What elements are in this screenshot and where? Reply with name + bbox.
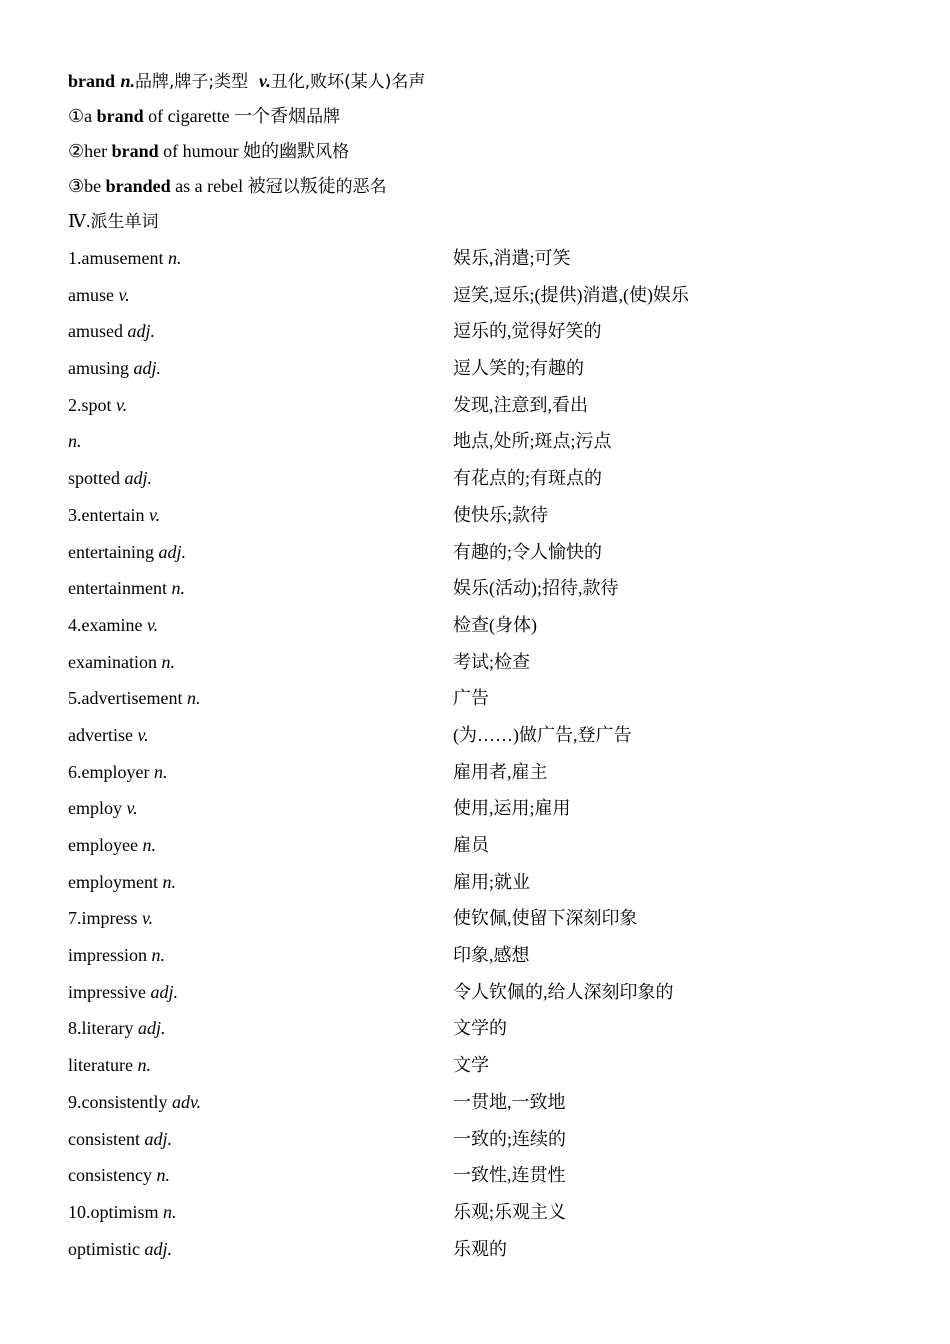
example-text: of cigarette: [143, 106, 235, 126]
derivative-row: [68, 827, 888, 864]
derivative-word: impressive: [68, 981, 146, 1002]
derivative-meaning: 雇用者,雇主: [453, 761, 548, 782]
derivative-row: [68, 387, 888, 424]
derivative-word: 3.entertain: [68, 504, 145, 525]
derivative-word: 7.impress: [68, 908, 138, 929]
derivative-word-cell: [68, 277, 453, 314]
derivative-meaning: 一致的;连续的: [453, 1128, 567, 1149]
derivative-pos: n.: [156, 1165, 170, 1186]
derivative-word: 5.advertisement: [68, 688, 183, 709]
derivative-meaning: 雇用;就业: [453, 871, 531, 892]
derivative-meaning: 逗笑,逗乐;(提供)消遣,(使)娱乐: [453, 284, 689, 305]
derivative-pos: v.: [142, 908, 154, 929]
derivative-row: [68, 607, 888, 644]
example-translation-highlight: 品牌: [306, 107, 341, 127]
derivative-pos: n.: [171, 578, 185, 599]
derivative-row: [68, 1231, 888, 1268]
example-keyword: branded: [105, 176, 171, 196]
derivative-pos: n.: [142, 835, 156, 855]
derivative-pos: n.: [163, 1201, 177, 1222]
derivative-word: impression: [68, 945, 147, 966]
derivative-row: [68, 754, 888, 791]
derivative-meaning: (为……)做广告,登广告: [453, 724, 632, 745]
derivative-meaning: 雇员: [453, 835, 489, 855]
derivative-word-cell: [68, 497, 453, 534]
derivative-word: amused: [68, 321, 123, 342]
derivative-word: entertaining: [68, 541, 154, 562]
derivative-row: [68, 423, 888, 460]
derivatives-table: [68, 240, 888, 1267]
derivative-row: [68, 974, 888, 1011]
derivative-word-cell: [68, 240, 453, 277]
derivative-pos: n.: [137, 1055, 151, 1076]
example-1: [68, 99, 888, 134]
derivative-word-cell: [68, 1121, 453, 1158]
derivative-row: [68, 1010, 888, 1047]
derivative-meaning: 使快乐;款待: [453, 504, 549, 525]
header-pos-verb: v.: [258, 71, 271, 91]
derivative-meaning: 有趣的;令人愉快的: [453, 541, 603, 562]
derivative-word-cell: [68, 1047, 453, 1084]
example-translation-highlight: 冠以: [265, 177, 300, 197]
header-meaning-verb: 丑化,败坏(某人)名声: [270, 72, 426, 92]
section-title: 派生单词: [90, 212, 159, 232]
derivative-row: [68, 717, 888, 754]
derivative-meaning: 地点,处所;斑点;污点: [453, 431, 612, 452]
derivative-row: [68, 1084, 888, 1121]
derivative-word-cell: [68, 570, 453, 607]
derivative-pos: adj.: [137, 1018, 166, 1039]
derivative-word: consistent: [68, 1128, 140, 1149]
derivative-row: [68, 460, 888, 497]
derivative-pos: n.: [151, 945, 165, 966]
derivative-word-cell: [68, 680, 453, 717]
derivative-row: [68, 790, 888, 827]
derivative-word: literature: [68, 1055, 133, 1076]
derivative-word: entertainment: [68, 578, 167, 599]
derivative-word-cell: [68, 534, 453, 571]
derivative-row: [68, 680, 888, 717]
derivative-word-cell: [68, 387, 453, 424]
example-translation: 叛徒: [299, 176, 336, 196]
derivative-word: amuse: [68, 284, 114, 305]
derivative-meaning: 文学的: [453, 1018, 507, 1039]
derivative-meaning: 使钦佩,使留下深刻印象: [453, 908, 638, 929]
derivative-word: 10.optimism: [68, 1201, 159, 1222]
derivative-row: [68, 1157, 888, 1194]
example-translation: 一个香烟: [234, 106, 307, 126]
derivative-pos: v.: [118, 284, 130, 305]
derivative-word-cell: [68, 350, 453, 387]
derivative-pos: v.: [146, 614, 159, 635]
derivative-meaning: 令人钦佩的,给人深刻印象的: [453, 981, 674, 1002]
derivative-word: 6.employer: [68, 761, 150, 782]
derivative-meaning: 印象,感想: [453, 945, 530, 966]
example-keyword: brand: [111, 141, 159, 161]
derivative-row: [68, 534, 888, 571]
section-number: Ⅳ.: [68, 211, 91, 231]
derivative-row: [68, 350, 888, 387]
derivative-word-cell: [68, 790, 453, 827]
derivative-row: [68, 644, 888, 681]
derivative-row: [68, 570, 888, 607]
example-text: as a rebel: [170, 176, 248, 196]
derivative-pos: adj.: [144, 1128, 173, 1149]
derivative-pos: n.: [161, 651, 175, 672]
derivative-word: employ: [68, 798, 122, 819]
example-number: ①: [68, 106, 85, 126]
derivative-word: spotted: [68, 468, 120, 489]
derivative-word-cell: [68, 937, 453, 974]
derivative-word-cell: [68, 864, 453, 901]
derivative-word-cell: [68, 313, 453, 350]
derivative-word: 4.examine: [68, 614, 143, 635]
derivative-pos: v.: [126, 798, 138, 819]
example-translation: 被: [247, 176, 266, 196]
derivative-row: [68, 1047, 888, 1084]
derivative-pos: adv.: [172, 1091, 202, 1112]
example-text: of humour: [158, 141, 244, 161]
derivative-row: [68, 240, 888, 277]
header-meaning-noun: 品牌,牌子;类型: [134, 72, 249, 92]
derivative-pos: adj.: [144, 1238, 173, 1259]
derivative-pos: adj.: [127, 321, 155, 342]
derivative-pos: adj.: [158, 541, 186, 562]
derivative-word-cell: [68, 717, 453, 754]
derivative-meaning: 检查(身体): [453, 614, 537, 635]
derivative-word-cell: [68, 644, 453, 681]
example-translation: 她的幽默: [243, 141, 316, 161]
example-text: be: [84, 176, 106, 196]
example-text: a: [84, 106, 97, 126]
derivative-pos: adj.: [124, 468, 153, 489]
derivative-meaning: 逗乐的,觉得好笑的: [453, 321, 602, 342]
derivative-word-cell: [68, 900, 453, 937]
example-number: ②: [68, 141, 85, 161]
example-3: [68, 169, 888, 204]
derivative-meaning: 乐观;乐观主义: [453, 1201, 567, 1222]
entry-header: [68, 64, 888, 99]
derivative-word-cell: [68, 827, 453, 864]
derivative-row: [68, 277, 888, 314]
derivative-meaning: 娱乐(活动);招待,款待: [453, 578, 619, 599]
derivative-meaning: 使用,运用;雇用: [453, 798, 571, 819]
header-pos-noun: n.: [120, 71, 135, 91]
derivative-meaning: 发现,注意到,看出: [453, 394, 588, 415]
derivative-word: 8.literary: [68, 1018, 134, 1039]
derivative-row: [68, 937, 888, 974]
derivative-meaning: 乐观的: [453, 1238, 507, 1259]
example-text: her: [84, 141, 112, 161]
derivative-meaning: 娱乐,消遣;可笑: [453, 248, 571, 268]
example-translation-highlight: 的恶名: [335, 177, 387, 197]
example-number: ③: [68, 176, 85, 196]
derivative-word-cell: [68, 1010, 453, 1047]
derivative-meaning: 一贯地,一致地: [453, 1091, 566, 1112]
derivative-word-cell: [68, 607, 453, 644]
example-keyword: brand: [96, 106, 144, 126]
derivative-word-cell: [68, 1231, 453, 1268]
derivative-word: optimistic: [68, 1238, 140, 1259]
derivative-word: consistency: [68, 1165, 152, 1186]
derivative-word-cell: [68, 974, 453, 1011]
example-translation-highlight: 风格: [315, 142, 350, 162]
derivative-word: 9.consistently: [68, 1091, 168, 1112]
derivative-word: amusing: [68, 358, 129, 379]
derivative-row: [68, 1121, 888, 1158]
derivative-pos: v.: [116, 394, 128, 415]
derivative-row: [68, 864, 888, 901]
derivative-row: [68, 1194, 888, 1231]
derivative-word: examination: [68, 651, 157, 672]
derivative-pos: n.: [68, 431, 82, 452]
derivative-word: 2.spot: [68, 394, 112, 415]
derivative-row: [68, 900, 888, 937]
derivative-meaning: 一致性,连贯性: [453, 1165, 566, 1186]
derivative-word-cell: [68, 460, 453, 497]
header-word: brand: [68, 71, 116, 91]
document-page: [68, 64, 888, 1267]
derivative-pos: adj.: [133, 358, 162, 379]
derivative-meaning: 考试;检查: [453, 651, 531, 672]
derivative-word: 1.amusement: [68, 248, 164, 268]
derivative-word-cell: [68, 1194, 453, 1231]
derivative-word-cell: [68, 1157, 453, 1194]
derivative-pos: v.: [148, 504, 161, 525]
derivative-row: [68, 313, 888, 350]
derivative-word: employee: [68, 835, 138, 855]
section-heading: [68, 204, 888, 239]
derivative-word-cell: [68, 754, 453, 791]
derivative-meaning: 文学: [453, 1055, 489, 1076]
derivative-pos: v.: [137, 724, 149, 745]
derivative-meaning: 逗人笑的;有趣的: [453, 358, 585, 379]
derivative-pos: n.: [162, 871, 176, 892]
example-2: [68, 134, 888, 169]
derivative-word: advertise: [68, 724, 133, 745]
derivative-pos: n.: [186, 688, 201, 709]
derivative-pos: adj.: [150, 981, 179, 1002]
derivative-word: employment: [68, 871, 158, 892]
derivative-pos: n.: [153, 761, 168, 782]
derivative-meaning: 广告: [453, 688, 489, 709]
derivative-word-cell: [68, 1084, 453, 1121]
derivative-pos: n.: [167, 248, 182, 268]
derivative-meaning: 有花点的;有斑点的: [453, 468, 603, 489]
derivative-word-cell: [68, 423, 453, 460]
derivative-row: [68, 497, 888, 534]
